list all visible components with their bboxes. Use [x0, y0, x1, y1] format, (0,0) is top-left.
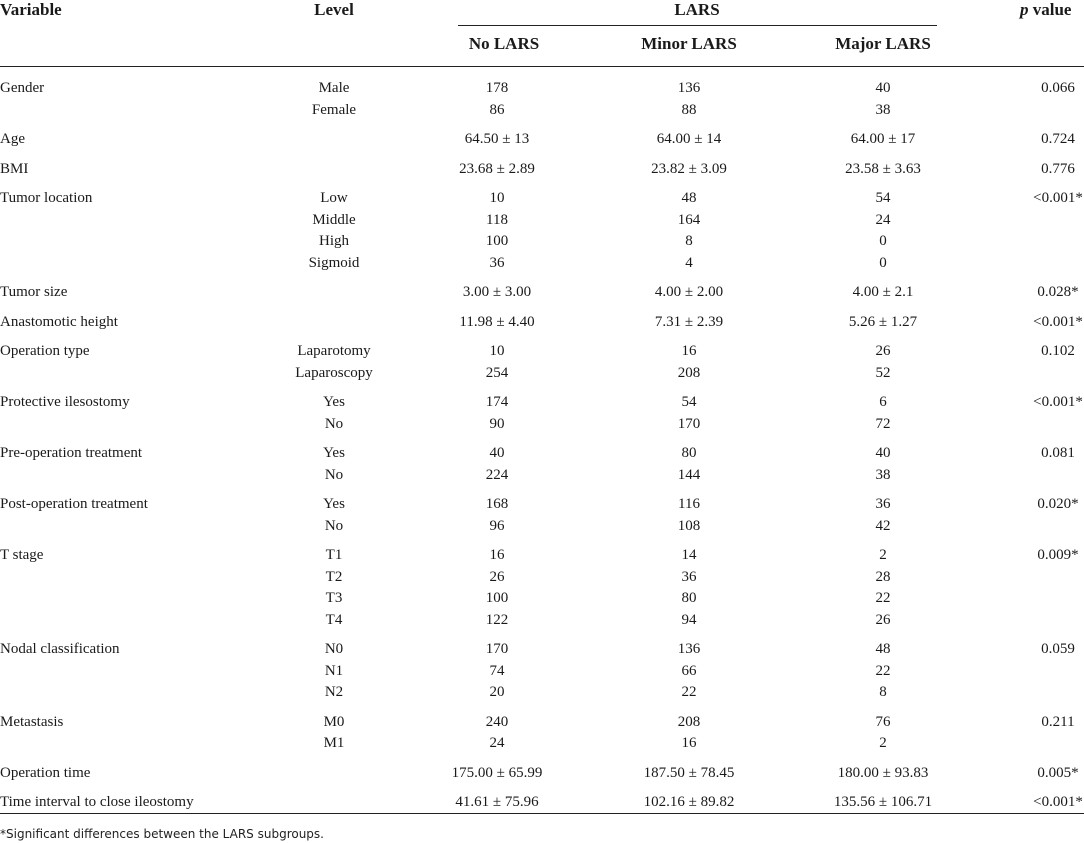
- header-col-no-lars: No LARS: [468, 34, 540, 53]
- p-value-cell: <0.001*: [1033, 794, 1083, 810]
- cell-minor-lars: 7.31 ± 2.39: [654, 313, 724, 330]
- p-value-cell: 0.020*: [1037, 496, 1079, 512]
- cell-no-lars: 3.00 ± 3.00: [462, 284, 532, 300]
- level-label: T3: [325, 590, 343, 606]
- level-label: Yes: [323, 445, 345, 461]
- level-label: Low: [320, 190, 348, 206]
- level-label: Male: [318, 80, 350, 96]
- cell-minor-lars: 170: [677, 415, 701, 432]
- footnote: *Significant differences between the LARS subgroups.: [0, 827, 324, 841]
- p-value-cell: 0.005*: [1037, 764, 1079, 781]
- cell-major-lars: 135.56 ± 106.71: [833, 794, 933, 810]
- level-label: No: [324, 466, 344, 483]
- header-lars-group: LARS: [674, 0, 720, 19]
- cell-major-lars: 0: [879, 233, 887, 249]
- cell-minor-lars: 23.82 ± 3.09: [651, 160, 727, 177]
- level-label: N0: [324, 641, 344, 657]
- cell-major-lars: 6: [879, 394, 887, 410]
- cell-major-lars: 38: [875, 101, 891, 118]
- cell-minor-lars: 80: [681, 590, 697, 606]
- cell-no-lars: 90: [489, 415, 505, 432]
- variable-label: Operation time: [0, 764, 91, 781]
- table-bottom-rule: [0, 813, 1084, 814]
- cell-major-lars: 64.00 ± 17: [850, 131, 916, 147]
- cell-minor-lars: 208: [677, 364, 701, 381]
- level-label: M0: [323, 713, 345, 730]
- lars-group-rule: [458, 25, 937, 26]
- variable-label: Post-operation treatment: [0, 496, 148, 512]
- header-p-suffix: value: [1028, 0, 1072, 19]
- p-value-cell: <0.001*: [1033, 190, 1083, 206]
- cell-minor-lars: 16: [681, 735, 697, 751]
- cell-minor-lars: 136: [677, 80, 701, 96]
- cell-no-lars: 96: [489, 517, 505, 534]
- cell-minor-lars: 48: [681, 190, 697, 206]
- level-label: T1: [325, 547, 343, 563]
- cell-no-lars: 254: [485, 364, 509, 381]
- cell-no-lars: 240: [485, 713, 509, 730]
- cell-major-lars: 72: [875, 415, 891, 432]
- level-label: Yes: [323, 394, 345, 410]
- cell-major-lars: 42: [875, 517, 891, 534]
- variable-label: Nodal classification: [0, 641, 120, 657]
- p-value-cell: 0.102: [1041, 343, 1075, 359]
- header-bottom-rule: [0, 66, 1084, 67]
- p-value-cell: 0.081: [1041, 445, 1075, 461]
- cell-minor-lars: 108: [677, 517, 701, 534]
- cell-major-lars: 40: [875, 445, 891, 461]
- level-label: Female: [311, 101, 357, 118]
- cell-no-lars: 16: [489, 547, 505, 563]
- level-label: Sigmoid: [308, 254, 360, 271]
- cell-major-lars: 0: [879, 254, 887, 271]
- header-col-major-lars: Major LARS: [835, 34, 931, 53]
- cell-no-lars: 100: [485, 233, 509, 249]
- level-label: Yes: [323, 496, 345, 512]
- cell-no-lars: 224: [485, 466, 509, 483]
- variable-label: Age: [0, 131, 25, 147]
- cell-major-lars: 8: [879, 684, 887, 700]
- cell-no-lars: 168: [485, 496, 509, 512]
- cell-major-lars: 36: [875, 496, 891, 512]
- cell-minor-lars: 94: [681, 611, 697, 628]
- p-value-cell: <0.001*: [1033, 394, 1083, 410]
- variable-label: Protective ilesostomy: [0, 394, 130, 410]
- cell-major-lars: 48: [875, 641, 891, 657]
- cell-minor-lars: 187.50 ± 78.45: [643, 764, 735, 781]
- level-label: M1: [323, 735, 345, 751]
- cell-no-lars: 10: [489, 343, 505, 359]
- cell-no-lars: 100: [485, 590, 509, 606]
- variable-label: Operation type: [0, 343, 90, 359]
- level-label: N1: [324, 662, 344, 679]
- cell-major-lars: 180.00 ± 93.83: [837, 764, 929, 781]
- cell-minor-lars: 4.00 ± 2.00: [654, 284, 724, 300]
- cell-major-lars: 2: [879, 547, 887, 563]
- cell-no-lars: 86: [489, 101, 505, 118]
- cell-minor-lars: 66: [681, 662, 697, 679]
- cell-no-lars: 40: [489, 445, 505, 461]
- cell-no-lars: 41.61 ± 75.96: [455, 794, 539, 810]
- variable-label: Time interval to close ileostomy: [0, 794, 194, 810]
- variable-label: BMI: [0, 160, 29, 177]
- p-value-cell: 0.009*: [1037, 547, 1079, 563]
- variable-label: Tumor size: [0, 284, 68, 300]
- cell-major-lars: 26: [875, 611, 891, 628]
- cell-no-lars: 26: [489, 568, 505, 585]
- cell-minor-lars: 8: [685, 233, 693, 249]
- cell-major-lars: 2: [879, 735, 887, 751]
- header-col-minor-lars: Minor LARS: [641, 34, 737, 53]
- cell-minor-lars: 208: [677, 713, 701, 730]
- header-p-letter: p: [1020, 0, 1029, 19]
- header-p-value: [1020, 0, 1071, 20]
- cell-no-lars: 118: [486, 211, 508, 228]
- cell-major-lars: 76: [875, 713, 891, 730]
- level-label: Laparoscopy: [295, 364, 373, 381]
- cell-minor-lars: 102.16 ± 89.82: [643, 794, 735, 810]
- level-label: High: [319, 233, 349, 249]
- cell-minor-lars: 36: [681, 568, 697, 585]
- cell-no-lars: 174: [485, 394, 509, 410]
- cell-major-lars: 5.26 ± 1.27: [848, 313, 918, 330]
- cell-no-lars: 23.68 ± 2.89: [459, 160, 535, 177]
- p-value-cell: 0.028*: [1037, 284, 1079, 300]
- cell-minor-lars: 136: [677, 641, 701, 657]
- cell-no-lars: 175.00 ± 65.99: [451, 764, 543, 781]
- cell-minor-lars: 54: [681, 394, 697, 410]
- level-label: N2: [324, 684, 344, 700]
- level-label: T2: [325, 568, 343, 585]
- cell-no-lars: 178: [485, 80, 509, 96]
- level-label: T4: [325, 611, 343, 628]
- cell-no-lars: 20: [489, 684, 505, 700]
- variable-label: Gender: [0, 80, 45, 96]
- level-label: No: [324, 517, 344, 534]
- cell-major-lars: 4.00 ± 2.1: [852, 284, 914, 300]
- cell-major-lars: 40: [875, 80, 891, 96]
- level-label: Laparotomy: [297, 343, 371, 359]
- variable-label: T stage: [0, 547, 44, 563]
- cell-minor-lars: 116: [678, 496, 700, 512]
- header-level: Level: [314, 0, 354, 19]
- level-label: Middle: [312, 211, 356, 228]
- level-label: No: [324, 415, 344, 432]
- p-value-cell: 0.059: [1041, 641, 1075, 657]
- cell-major-lars: 23.58 ± 3.63: [845, 160, 921, 177]
- p-value-cell: 0.776: [1041, 160, 1075, 177]
- cell-minor-lars: 16: [681, 343, 697, 359]
- cell-minor-lars: 164: [677, 211, 701, 228]
- cell-major-lars: 26: [875, 343, 891, 359]
- p-value-cell: 0.211: [1041, 713, 1075, 730]
- cell-minor-lars: 80: [681, 445, 697, 461]
- cell-no-lars: 36: [489, 254, 505, 271]
- cell-minor-lars: 64.00 ± 14: [656, 131, 722, 147]
- cell-no-lars: 122: [485, 611, 509, 628]
- cell-no-lars: 74: [489, 662, 505, 679]
- cell-minor-lars: 14: [681, 547, 697, 563]
- cell-minor-lars: 22: [681, 684, 697, 700]
- cell-minor-lars: 144: [677, 466, 701, 483]
- variable-label: Anastomotic height: [0, 313, 118, 330]
- cell-minor-lars: 4: [685, 254, 693, 271]
- cell-major-lars: 38: [875, 466, 891, 483]
- cell-major-lars: 52: [875, 364, 891, 381]
- cell-major-lars: 54: [875, 190, 891, 206]
- cell-major-lars: 22: [875, 590, 891, 606]
- cell-major-lars: 28: [875, 568, 891, 585]
- cell-major-lars: 24: [875, 211, 891, 228]
- cell-minor-lars: 88: [681, 101, 697, 118]
- header-variable: Variable: [0, 0, 62, 19]
- p-value-cell: 0.724: [1041, 131, 1075, 147]
- p-value-cell: 0.066: [1041, 80, 1075, 96]
- cell-no-lars: 64.50 ± 13: [464, 131, 530, 147]
- cell-no-lars: 170: [485, 641, 509, 657]
- cell-no-lars: 11.98 ± 4.40: [459, 313, 535, 330]
- cell-no-lars: 10: [489, 190, 505, 206]
- cell-no-lars: 24: [489, 735, 505, 751]
- variable-label: Tumor location: [0, 190, 93, 206]
- cell-major-lars: 22: [875, 662, 891, 679]
- p-value-cell: <0.001*: [1033, 313, 1083, 330]
- variable-label: Pre-operation treatment: [0, 445, 143, 461]
- variable-label: Metastasis: [0, 713, 64, 730]
